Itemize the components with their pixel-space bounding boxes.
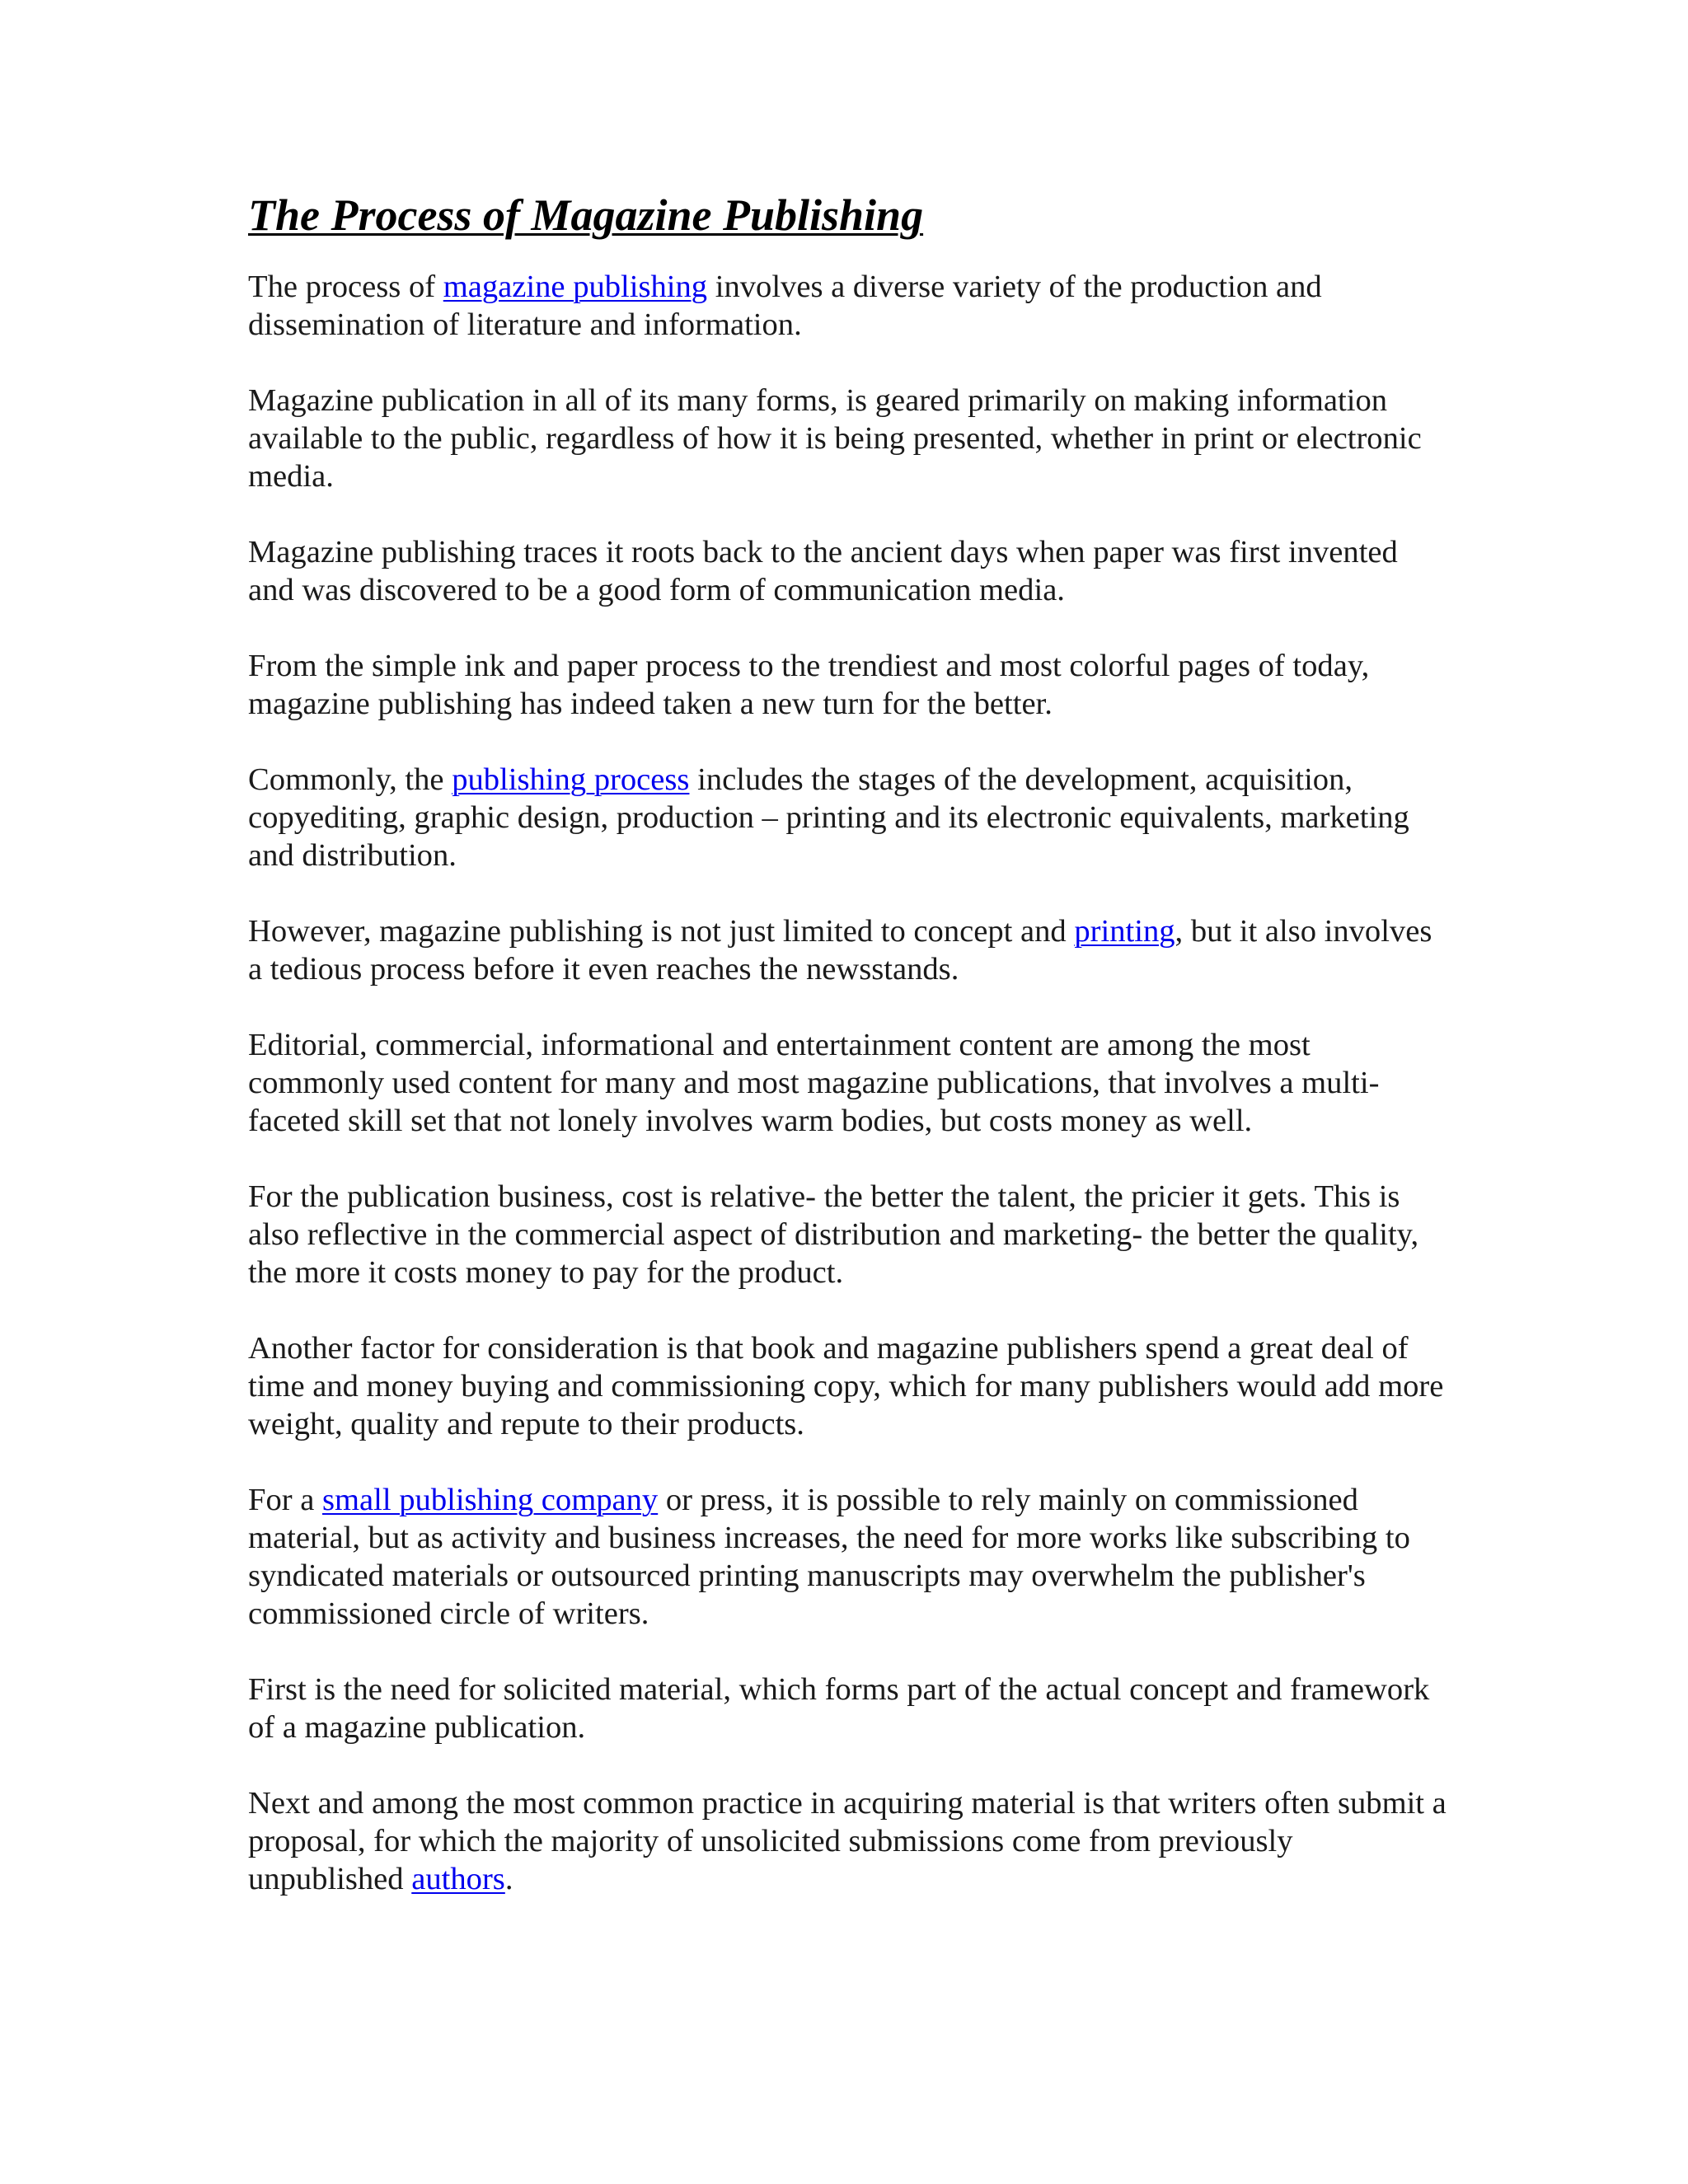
paragraph-6 [248,912,1451,988]
paragraph-2: Magazine publication in all of its many forms, is geared primarily on making information available to the public, regardless of how it is being presented, whether in print or electronic media. [248,383,1422,494]
link-magazine-publishing[interactable]: magazine publishing [443,269,708,305]
paragraph-text: The process of [248,269,443,305]
paragraph-text: . [504,1862,513,1897]
paragraph-text: Next and among the most common practice in acquiring material is that writers often submit a proposal, for which the majority of unsolicited submissions come from previously unpublished [248,1786,1447,1897]
paragraph-4: From the simple ink and paper process to the trendiest and most colorful pages of today, magazine publishing has indeed taken a new turn for the better. [248,649,1370,722]
paragraph-text: includes the stages of the development, acquisition, copyediting, graphic design, production – printing and its electronic equivalents, marketing and distribution. [248,762,1409,874]
paragraph-5 [248,761,1451,874]
paragraph-9: Another factor for consideration is that book and magazine publishers spend a great deal of time and money buying and commissioning copy, which for many publishers would add more weight, quality and repute to their products. [248,1331,1444,1442]
paragraph-3: Magazine publishing traces it roots back to the ancient days when paper was first invented and was discovered to be a good form of communication media. [248,535,1398,608]
paragraph-8: For the publication business, cost is relative- the better the talent, the pricier it gets. This is also reflective in the commercial aspect of distribution and marketing- the better the quality, the more it costs money to pay for the product. [248,1179,1419,1291]
paragraph-text: However, magazine publishing is not just limited to concept and [248,914,1075,949]
paragraph-11: First is the need for solicited material, which forms part of the actual concept and framework of a magazine publication. [248,1672,1430,1746]
paragraph-text: , but it also involves a tedious process before it even reaches the newsstands. [248,914,1432,987]
paragraph-12 [248,1784,1451,1898]
paragraph-text: involves a diverse variety of the production and dissemination of literature and information. [248,269,1322,343]
paragraph-text: Commonly, the [248,762,452,798]
paragraph-7: Editorial, commercial, informational and entertainment content are among the most commonly used content for many and most magazine publications, that involves a multi-faceted skill set that not lonely involves warm bodies, but costs money as well. [248,1028,1380,1139]
paragraph-1 [248,268,1451,344]
document-page [248,190,1451,1936]
link-small-publishing-company[interactable]: small publishing company [322,1483,659,1518]
link-publishing-process[interactable]: publishing process [452,762,690,798]
link-authors[interactable]: authors [411,1862,505,1897]
paragraph-text: or press, it is possible to rely mainly on commissioned material, but as activity and business increases, the need for more works like subscribing to syndicated materials or outsourced printing manuscripts may overwhelm the publisher's commissioned circle of writers. [248,1483,1410,1632]
document-title: The Process of Magazine Publishing [248,190,924,240]
link-printing[interactable]: printing [1074,914,1175,949]
paragraph-10 [248,1481,1451,1633]
paragraph-text: For a [248,1483,323,1518]
